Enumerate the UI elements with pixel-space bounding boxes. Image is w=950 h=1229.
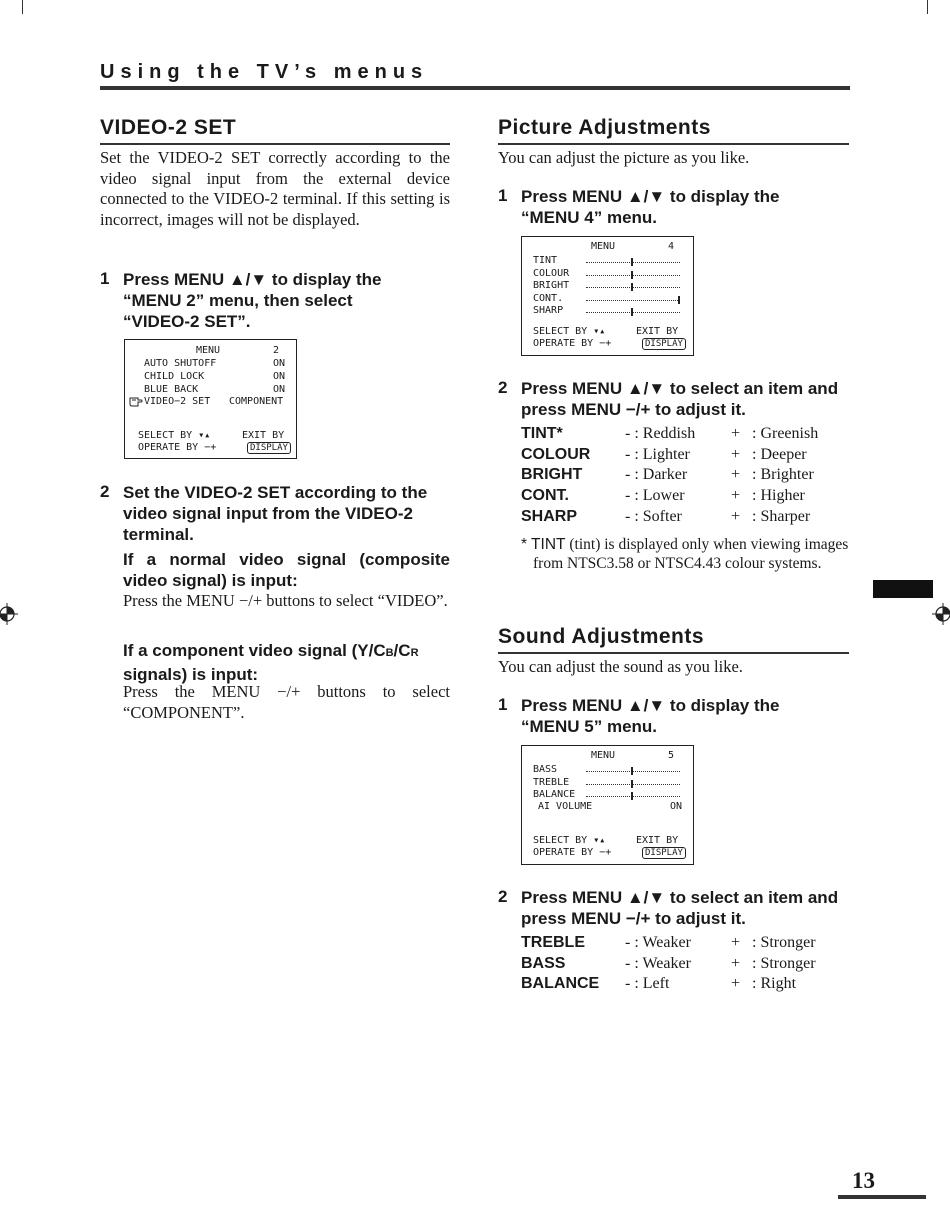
sound-heading-rule [498, 652, 849, 654]
video2-step1-number: 1 [100, 269, 110, 288]
menu2-row-label: VIDEO−2 SET [144, 396, 211, 407]
video2-step1-text: Press MENU ▲/▼ to display the “MENU 2” menu, then select “VIDEO-2 SET”. [123, 270, 382, 331]
adjustment-row [521, 446, 841, 467]
menu2-row-value: COMPONENT [229, 396, 284, 407]
menu4-exit-hint: EXIT BY [636, 326, 679, 337]
adjustment-plus-sign: + [731, 934, 741, 951]
adjustment-minus: - : Weaker [625, 934, 691, 951]
menu5-exit-hint: EXIT BY [636, 835, 679, 846]
case2-heading-part: signals) is input: [123, 665, 259, 684]
sound-intro: You can adjust the sound as you like. [498, 657, 743, 676]
menu4-row-label: COLOUR [533, 267, 570, 279]
picture-step1-number: 1 [498, 186, 508, 205]
video2-case2-body: Press the MENU −/+ buttons to select “COMPONENT”. [123, 682, 450, 722]
menu4-select-hint: SELECT BY ▾▴ [533, 326, 606, 337]
adjustment-name: TREBLE [521, 934, 585, 951]
registration-mark-icon [0, 603, 18, 625]
menu5-level-marker [631, 767, 633, 775]
menu5-level-bar [586, 784, 680, 785]
menu2-row-label: BLUE BACK [144, 384, 199, 395]
case2-cb: C [373, 641, 386, 660]
menu5-level-bar [586, 796, 680, 797]
menu4-operate-hint: OPERATE BY −+ [533, 338, 612, 349]
registration-mark-icon [932, 603, 950, 625]
menu2-row-label: CHILD LOCK [144, 371, 205, 382]
sound-heading: Sound Adjustments [498, 625, 705, 648]
adjustment-plus: : Stronger [752, 934, 816, 951]
adjustment-plus: : Higher [752, 487, 805, 505]
case2-heading-part: If a component video signal (Y/ [123, 641, 374, 660]
menu4-level-bar [586, 262, 680, 263]
menu2-row-value: ON [273, 358, 286, 369]
page-number: 13 [852, 1168, 875, 1193]
adjustment-name: SHARP [521, 507, 578, 525]
video2-case2-heading [123, 640, 453, 685]
menu4-level-marker [631, 258, 633, 266]
menu4-level-bar [586, 312, 680, 313]
case2-cr-sub: R [410, 647, 419, 659]
adjustment-row [521, 466, 841, 487]
display-key-icon: DISPLAY [247, 442, 291, 454]
menu5-level-marker [631, 792, 633, 800]
crop-mark-top-left [0, 0, 23, 14]
menu5-row-label: TREBLE [533, 776, 570, 788]
adjustment-name: BALANCE [521, 975, 600, 993]
sound-step2-text: Press MENU ▲/▼ to select an item and press MENU −/+ to adjust it. [521, 888, 839, 928]
sound-step1-number: 1 [498, 695, 508, 714]
display-key-icon: DISPLAY [642, 338, 686, 350]
menu5-osd-box [521, 745, 694, 865]
menu2-row-value: ON [273, 384, 286, 395]
menu2-osd-box [124, 339, 297, 459]
adjustment-minus: - : Darker [625, 466, 688, 484]
menu4-level-marker [631, 283, 633, 291]
video2-case1-heading: If a normal video signal (composite video signal) is input: [123, 550, 450, 590]
video2-step2-number: 2 [100, 482, 110, 501]
adjustment-row [521, 955, 841, 976]
video2-intro: Set the VIDEO-2 SET correctly according to the video signal input from the external device connected to the VIDEO-2 terminal. If this setting is incorrect, images will not be displayed. [100, 148, 450, 229]
page-number-rule [838, 1195, 926, 1199]
menu5-level-bar [586, 771, 680, 772]
adjustment-minus: - : Reddish [625, 425, 696, 442]
menu4-row-label: CONT. [533, 292, 564, 304]
picture-step2-text: Press MENU ▲/▼ to select an item and press MENU −/+ to adjust it. [521, 379, 839, 419]
menu4-number: 4 [668, 241, 675, 252]
menu5-number: 5 [668, 750, 675, 761]
video2-heading: VIDEO-2 SET [100, 116, 237, 139]
adjustment-plus-sign: + [731, 445, 741, 463]
adjustment-name: TINT* [521, 425, 563, 442]
sound-step1-text: Press MENU ▲/▼ to display the “MENU 5” menu. [521, 696, 780, 736]
menu4-level-bar [586, 275, 680, 276]
video2-heading-rule [100, 143, 450, 145]
case2-cb-sub: B [385, 647, 394, 659]
adjustment-row [521, 975, 841, 996]
adjustment-row [521, 425, 841, 446]
adjustment-name: CONT. [521, 487, 569, 505]
menu4-level-marker [631, 308, 633, 316]
menu5-title: MENU [591, 750, 616, 761]
picture-intro: You can adjust the picture as you like. [498, 148, 750, 167]
sound-step2-number: 2 [498, 887, 508, 906]
adjustment-plus: : Greenish [752, 425, 819, 442]
picture-step1-text: Press MENU ▲/▼ to display the “MENU 4” menu. [521, 187, 780, 227]
menu4-row-label: SHARP [533, 305, 564, 316]
adjustment-minus: - : Lighter [625, 445, 690, 463]
adjustment-name: BRIGHT [521, 466, 583, 484]
picture-footnote [521, 535, 851, 573]
menu5-ai-volume-label: AI VOLUME [538, 801, 593, 812]
menu2-number: 2 [273, 345, 280, 356]
adjustment-name: COLOUR [521, 445, 591, 463]
footnote-tint: * TINT [521, 536, 566, 553]
menu2-exit-hint: EXIT BY [242, 430, 285, 441]
display-key-icon: DISPLAY [642, 847, 686, 859]
adjustment-minus: - : Softer [625, 507, 682, 525]
menu4-level-marker [631, 271, 633, 279]
picture-heading-rule [498, 143, 849, 145]
case2-cr: C [398, 641, 411, 660]
adjustment-minus: - : Weaker [625, 954, 691, 972]
menu5-operate-hint: OPERATE BY −+ [533, 847, 612, 858]
adjustment-plus-sign: + [731, 975, 741, 993]
adjustment-plus: : Deeper [752, 445, 807, 463]
menu5-ai-volume-value: ON [670, 801, 683, 812]
picture-heading: Picture Adjustments [498, 116, 711, 139]
adjustment-plus: : Brighter [752, 466, 814, 484]
menu2-title: MENU [196, 345, 221, 356]
adjustment-row [521, 487, 841, 508]
case2-slash: / [393, 641, 399, 660]
adjustment-plus: : Stronger [752, 954, 816, 972]
menu5-level-marker [631, 780, 633, 788]
adjustment-plus: : Right [752, 975, 797, 993]
page-header-title: Using the TV’s menus [100, 61, 429, 83]
adjustment-name: BASS [521, 954, 566, 972]
menu4-row-label: TINT [533, 255, 558, 266]
pointing-hand-icon [129, 395, 143, 408]
adjustment-plus-sign: + [731, 466, 741, 484]
menu4-title: MENU [591, 241, 616, 252]
menu4-osd-box [521, 236, 694, 356]
menu4-level-bar [586, 287, 680, 288]
crop-mark-top-right [927, 0, 950, 14]
adjustment-plus: : Sharper [752, 507, 811, 525]
adjustment-row [521, 934, 841, 955]
menu5-select-hint: SELECT BY ▾▴ [533, 835, 606, 846]
adjustment-row [521, 508, 841, 529]
menu2-row-label: AUTO SHUTOFF [144, 358, 217, 369]
picture-step2-number: 2 [498, 378, 508, 397]
video2-case1-body: Press the MENU −/+ buttons to select “VIDEO”. [123, 591, 448, 610]
adjustment-plus-sign: + [731, 507, 741, 525]
menu4-level-marker [678, 296, 680, 304]
menu2-select-hint: SELECT BY ▾▴ [138, 430, 211, 441]
adjustment-minus: - : Lower [625, 487, 685, 505]
menu4-level-bar [586, 300, 680, 301]
menu5-row-label: BALANCE [533, 789, 576, 800]
section-tab-marker [873, 580, 933, 598]
footnote-text: (tint) is displayed only when viewing images from NTSC3.58 or NTSC4.43 colour systems. [533, 536, 849, 572]
header-rule [100, 86, 850, 90]
menu2-row-value: ON [273, 371, 286, 382]
menu5-row-label: BASS [533, 764, 558, 775]
adjustment-plus-sign: + [731, 954, 741, 972]
menu2-operate-hint: OPERATE BY −+ [138, 442, 217, 453]
adjustment-minus: - : Left [625, 975, 670, 993]
video2-step2-text: Set the VIDEO-2 SET according to the video signal input from the VIDEO-2 terminal. [123, 483, 428, 544]
menu4-row-label: BRIGHT [533, 280, 570, 291]
adjustment-plus-sign: + [731, 487, 741, 505]
adjustment-plus-sign: + [731, 425, 741, 442]
